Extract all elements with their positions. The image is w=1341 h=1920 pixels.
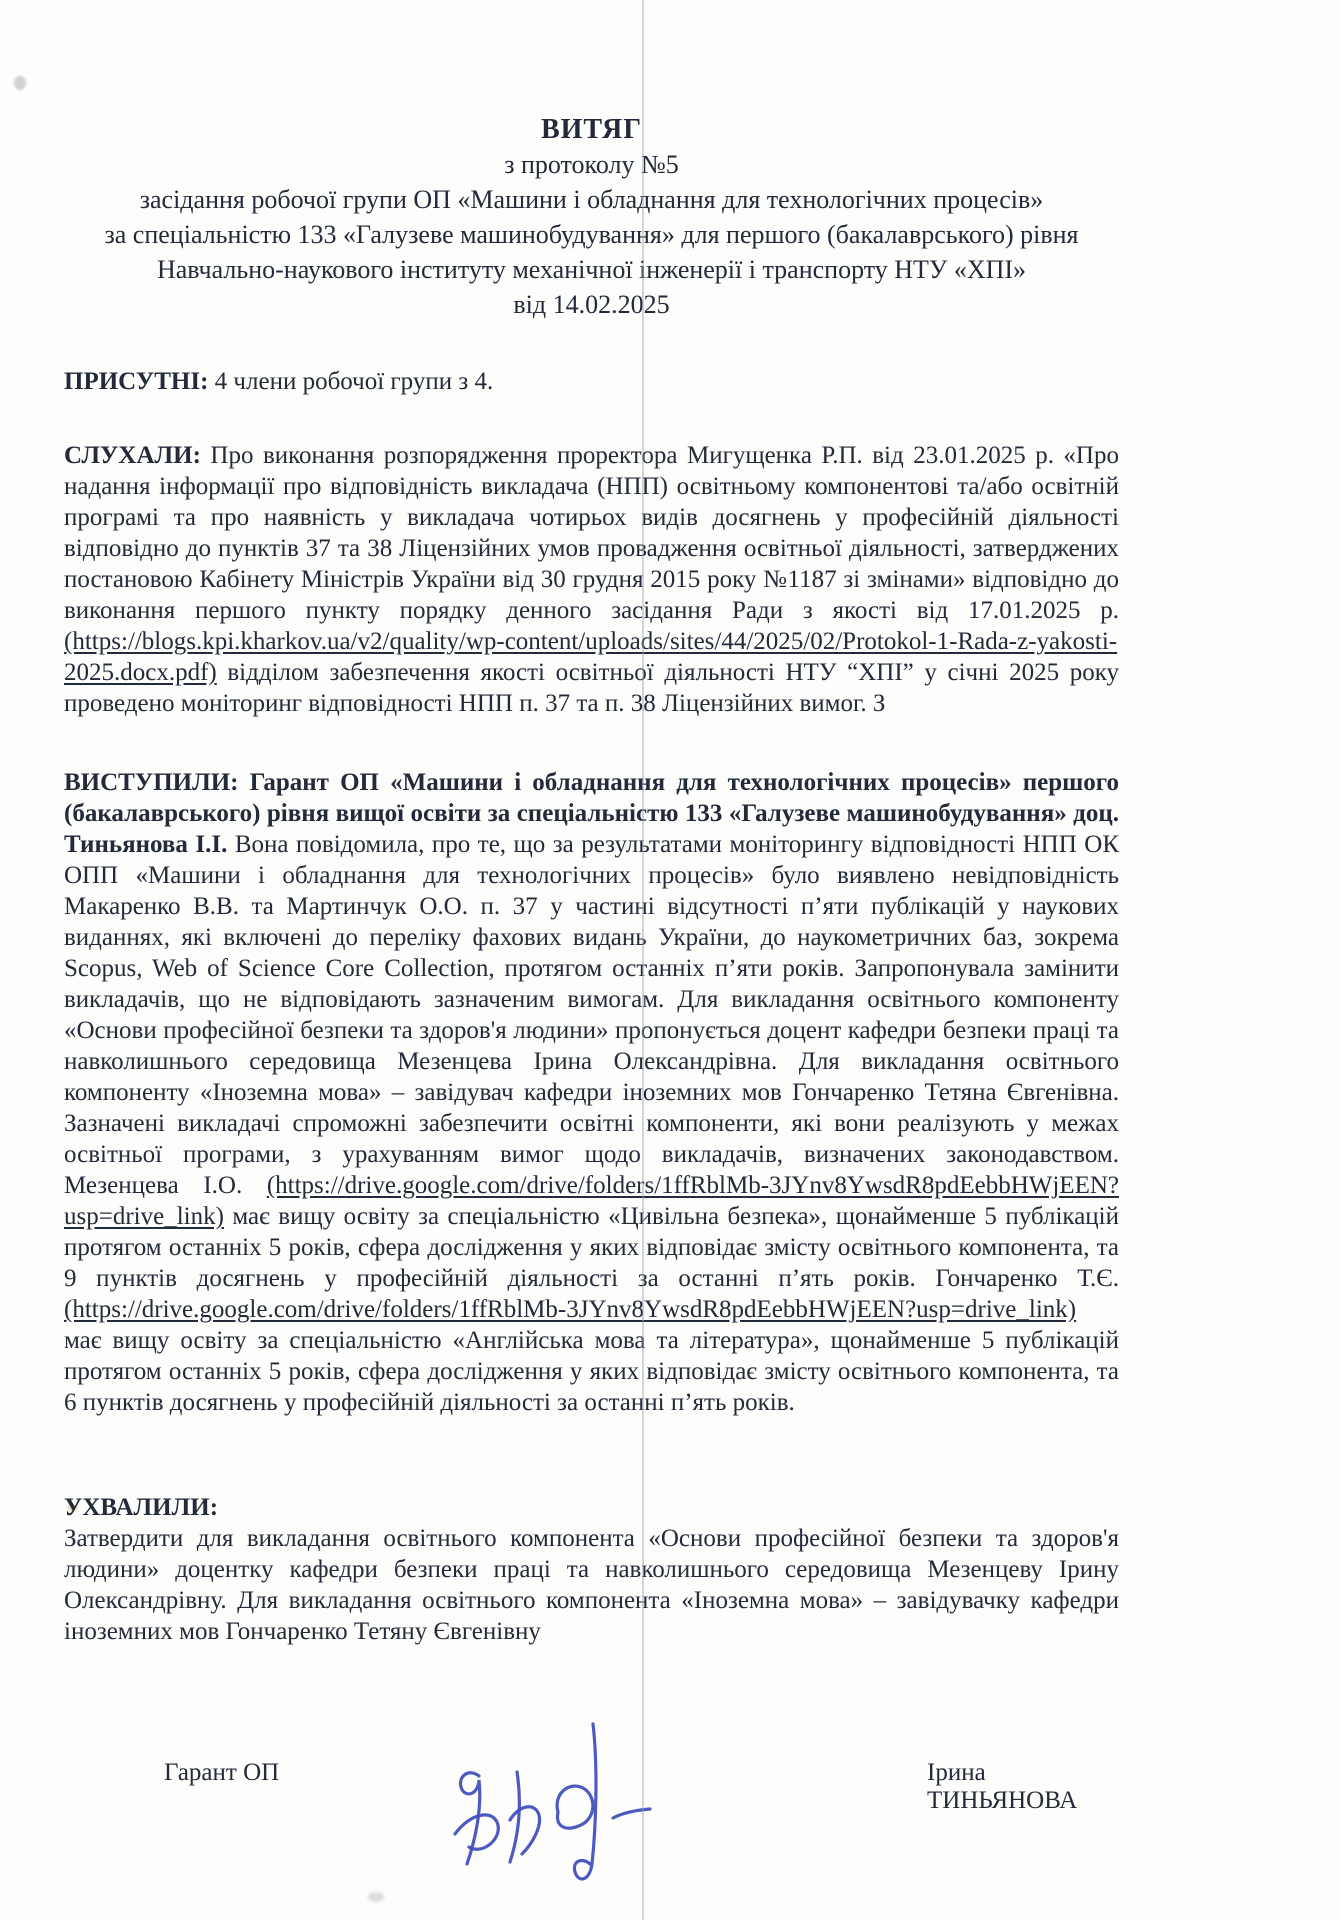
- heard-paragraph: [64, 440, 1119, 719]
- spoke-text-1: Вона повідомила, про те, що за результатами моніторингу відповідності НПП ОК ОПП «Машини і обладнання для технологічних процесів» було виявлено невідповідність Макаренко В.В. та Мартинчук О.О. п. 37 у частині відсутності п’яти публікацій у наукових виданнях, які включені до переліку фахових видань України, до наукометричних баз, зокрема Scopus, Web of Science Core Collection, протягом останніх п’яти років. Запропонувала замінити викладачів, що не відповідають зазначеним вимогам. Для викладання освітнього компоненту «Основи професійної безпеки та здоров'я людини» пропонується доцент кафедри безпеки праці та навколишнього середовища Мезенцева Ірина Олександрівна. Для викладання освітнього компоненту «Іноземна мова» – завідувач кафедри іноземних мов Гончаренко Тетяна Євгенівна. Зазначені викладачі спроможні забезпечити освітні компоненти, які вони реалізують у межах освітньої програми, з урахуванням вимог щодо викладачів, визначених законодавством. Мезенцева І.О.: [64, 831, 1119, 1199]
- resolved-paragraph: Затвердити для викладання освітнього компонента «Основи професійної безпеки та здоров'я людини» доцентку кафедри безпеки праці та навколишнього середовища Мезенцеву Ірину Олександрівну. Для викладання освітнього компонента «Іноземна мова» – завідувачку кафедри іноземних мов Гончаренко Тетяну Євгенівну: [64, 1525, 1119, 1645]
- header-line-specialty: за спеціальністю 133 «Галузеве машинобудування» для першого (бакалаврського) рівня: [104, 220, 1079, 249]
- signature-row: [64, 1759, 1119, 1814]
- heard-text-1: Про виконання розпорядження проректора Мигущенка Р.П. від 23.01.2025 р. «Про надання інформації про відповідність викладача (НПП) освітньому компонентові та/або освітній програмі та про наявність у викладача чотирьох видів досягнень у професійній діяльності відповідно до пунктів 37 та 38 Ліцензійних умов провадження освітньої діяльності, затверджених постановою Кабінету Міністрів України від 30 грудня 2015 року №1187 зі змінами» відповідно до виконання першого пункту порядку денного засідання Ради з якості від 17.01.2025 р.: [64, 442, 1119, 624]
- spoke-text-3: має вищу освіту за спеціальністю «Англійська мова та література», щонайменше 5 публікацій протягом останніх 5 років, сфера дослідження у яких відповідає змісту освітнього компонента, та 6 пунктів досягнень у професійній діяльності за останні п’ять років.: [64, 1327, 1119, 1416]
- spoke-text-2: має вищу освіту за спеціальністю «Цивільна безпека», щонайменше 5 публікацій протягом останніх 5 років, сфера дослідження у яких відповідає змісту освітнього компонента, та 9 пунктів досягнень у професійній діяльності за останні п’ять років. Гончаренко Т.Є.: [64, 1203, 1119, 1292]
- mezentseva-drive-folder-link[interactable]: (https://drive.google.com/drive/folders/1ffRblMb-3JYnv8YwsdR8pdEebbHWjEEN?usp=drive_link): [64, 1172, 1119, 1230]
- header-line-working-group: засідання робочої групи ОП «Машини і обладнання для технологічних процесів»: [139, 185, 1044, 214]
- guarantor-role-label: Гарант ОП: [164, 1759, 280, 1786]
- header-line-protocol: з протоколу №5: [504, 150, 679, 179]
- heard-label: СЛУХАЛИ:: [64, 442, 201, 469]
- header-line-institute: Навчально-наукового інституту механічної інженерії і транспорту НТУ «ХПІ»: [156, 255, 1027, 284]
- document-content: [64, 0, 1119, 1814]
- goncharenko-drive-folder-link[interactable]: (https://drive.google.com/drive/folders/1ffRblMb-3JYnv8YwsdR8pdEebbHWjEEN?usp=drive_link): [64, 1296, 1077, 1323]
- present-paragraph: [64, 366, 1119, 397]
- document-header: [64, 112, 1119, 322]
- spoke-label: ВИСТУПИЛИ: Гарант ОП «Машини і обладнання для технологічних процесів» першого (бакалаврського) рівня вищої освіти за спеціальністю 133 «Галузеве машинобудування» доц. Тиньянова І.І.: [64, 769, 1119, 858]
- heard-text-2: відділом забезпечення якості освітньої діяльності НТУ “ХПІ” у січні 2025 року проведено моніторинг відповідності НПП п. 37 та п. 38 Ліцензійних вимог. З: [64, 659, 1119, 717]
- protocol-rada-z-yakosti-link[interactable]: (https://blogs.kpi.kharkov.ua/v2/quality/wp-content/uploads/sites/44/2025/02/Protokol-1-Rada-z-yakosti-2025.docx.pdf): [64, 628, 1118, 686]
- scan-artifact: [14, 76, 26, 90]
- present-text: 4 члени робочої групи з 4.: [208, 368, 494, 395]
- document-title: ВИТЯГ: [540, 114, 643, 145]
- scan-artifact: [368, 1892, 384, 1902]
- guarantor-name: Ірина ТИНЬЯНОВА: [927, 1759, 1078, 1814]
- spoke-paragraph: [64, 767, 1119, 1418]
- resolved-label: УХВАЛИЛИ:: [64, 1494, 219, 1521]
- present-label: ПРИСУТНІ:: [64, 368, 209, 395]
- header-line-date: від 14.02.2025: [513, 290, 670, 319]
